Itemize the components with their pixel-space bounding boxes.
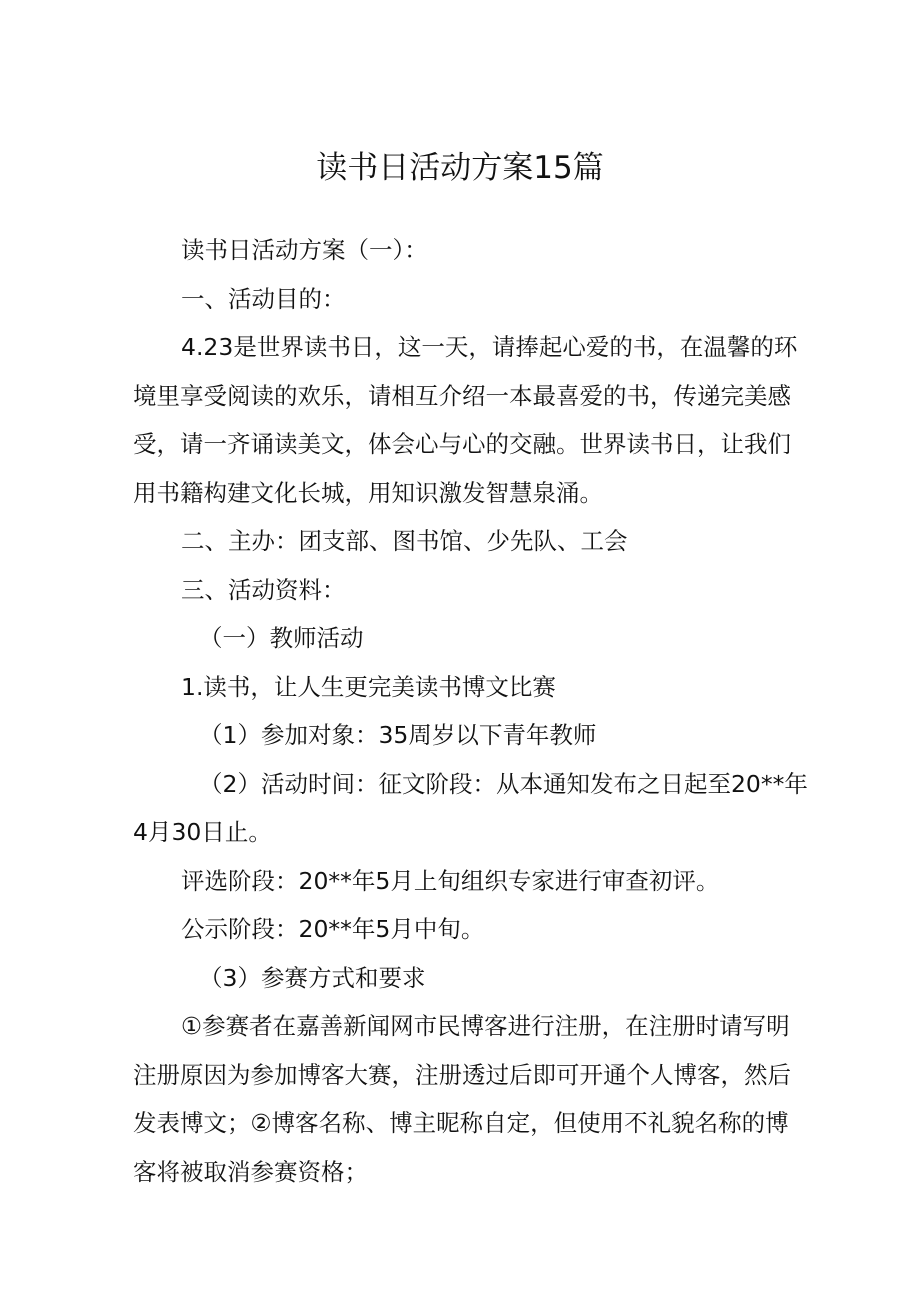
paragraph-line: 发表博文；②博客名称、博主昵称自定，但使用不礼貌名称的博: [133, 1109, 789, 1137]
paragraph-line: 三、活动资料：: [181, 575, 346, 604]
document-title: 读书日活动方案15篇: [316, 150, 604, 186]
paragraph-line: （3）参赛方式和要求: [199, 963, 426, 992]
paragraph-line: 4.23是世界读书日，这一天，请捧起心爱的书，在温馨的环: [181, 333, 798, 361]
paragraph-line: 4月30日止。: [133, 818, 272, 846]
paragraph-line: 受，请一齐诵读美文，体会心与心的交融。世界读书日，让我们: [133, 430, 791, 458]
paragraph-line: 1.读书，让人生更完美读书博文比赛: [181, 672, 556, 701]
paragraph-line: （一）教师活动: [199, 624, 364, 652]
document-body: [133, 226, 808, 1196]
paragraph-line: 用书籍构建文化长城，用知识激发智慧泉涌。: [133, 478, 603, 507]
paragraph-line: 客将被取消参赛资格；: [133, 1157, 368, 1186]
paragraph-line: 评选阶段：20**年5月上旬组织专家进行审查初评。: [181, 866, 720, 895]
paragraph-line: ①参赛者在嘉善新闻网市民博客进行注册，在注册时请写明: [181, 1012, 790, 1040]
paragraph-line: 境里享受阅读的欢乐，请相互介绍一本最喜爱的书，传递完美感: [133, 381, 791, 410]
section-heading: 读书日活动方案（一）：: [181, 236, 428, 264]
paragraph-line: （1）参加对象：35周岁以下青年教师: [199, 721, 597, 749]
paragraph-line: 注册原因为参加博客大赛，注册透过后即可开通个人博客，然后: [133, 1060, 791, 1089]
paragraph-line: 公示阶段：20**年5月中旬。: [181, 915, 485, 943]
paragraph-line: 二、主办：团支部、图书馆、少先队、工会: [181, 527, 628, 555]
paragraph-line: （2）活动时间：征文阶段：从本通知发布之日起至20**年: [199, 769, 808, 798]
paragraph-line: 一、活动目的：: [181, 284, 346, 313]
